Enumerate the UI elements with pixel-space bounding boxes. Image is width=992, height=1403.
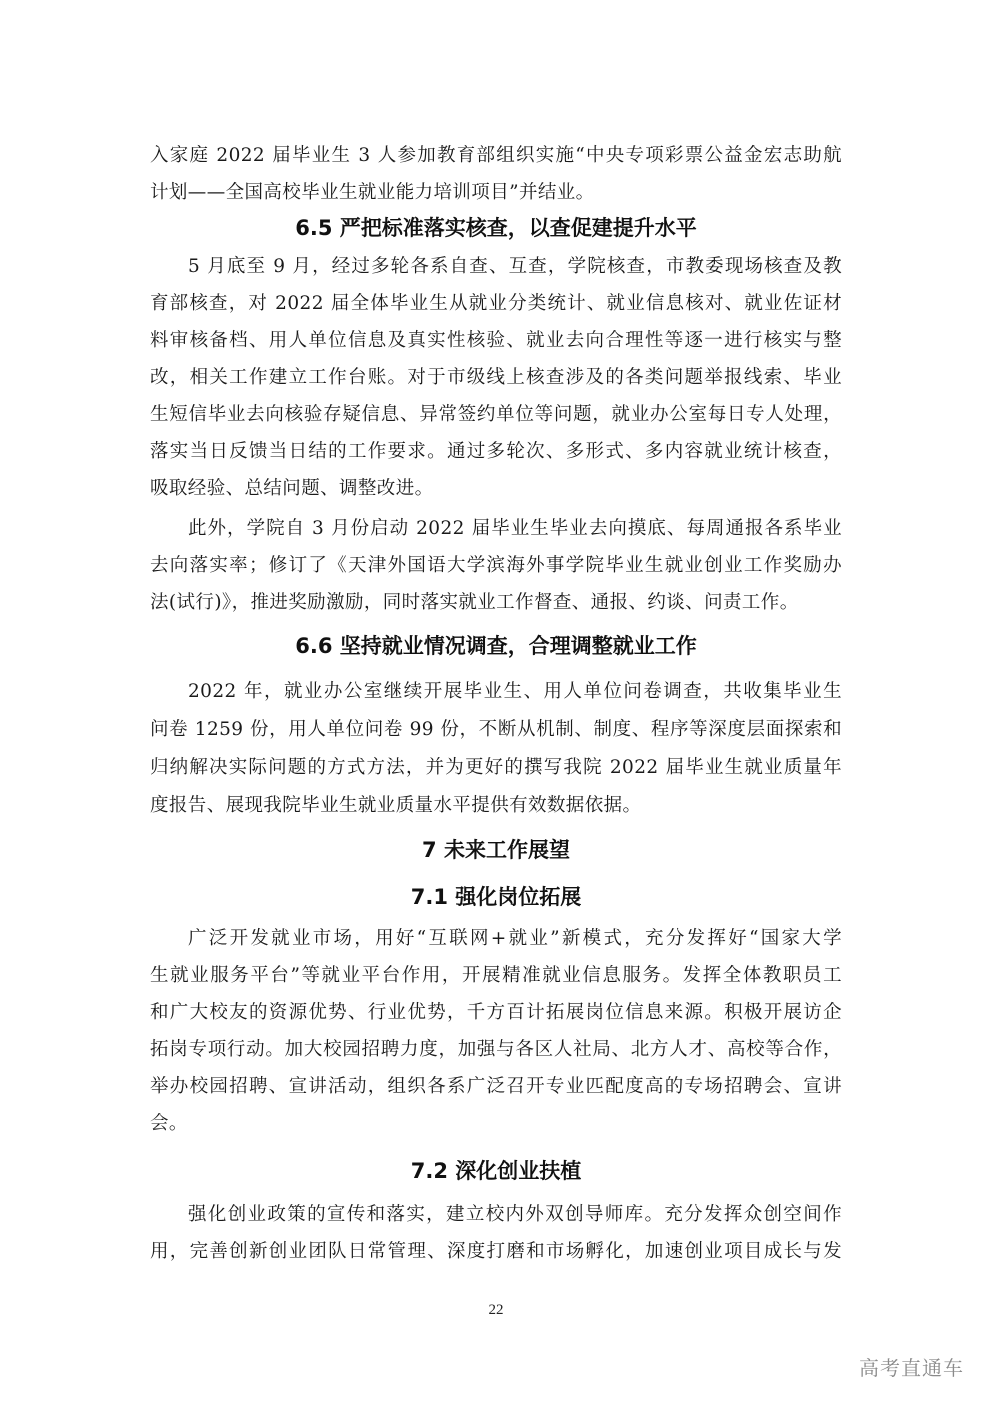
paragraph-line: 2022 年，就业办公室继续开展毕业生、用人单位问卷调查，共收集毕业生 (188, 681, 842, 702)
paragraph-line: 5 月底至 9 月，经过多轮各系自查、互查，学院核查，市教委现场核查及教 (188, 256, 842, 277)
paragraph-line: 会。 (150, 1113, 188, 1134)
paragraph-line: 广泛开发就业市场，用好“互联网+就业”新模式，充分发挥好“国家大学 (188, 928, 842, 949)
section-heading-6-6: 6.6 坚持就业情况调查，合理调整就业工作 (295, 634, 697, 658)
paragraph-line: 生短信毕业去向核验存疑信息、异常签约单位等问题，就业办公室每日专人处理， (150, 404, 842, 425)
paragraph-line: 和广大校友的资源优势、行业优势，千方百计拓展岗位信息来源。积极开展访企 (150, 1002, 842, 1023)
paragraph-line: 入家庭 2022 届毕业生 3 人参加教育部组织实施“中央专项彩票公益金宏志助航 (150, 145, 842, 166)
paragraph-line: 问卷 1259 份，用人单位问卷 99 份，不断从机制、制度、程序等深度层面探索和 (150, 719, 842, 740)
paragraph-line: 计划——全国高校毕业生就业能力培训项目”并结业。 (150, 182, 595, 203)
paragraph-line: 举办校园招聘、宣讲活动，组织各系广泛召开专业匹配度高的专场招聘会、宣讲 (150, 1076, 842, 1097)
paragraph-line: 拓岗专项行动。加大校园招聘力度，加强与各区人社局、北方人才、高校等合作， (150, 1039, 842, 1060)
paragraph-line: 料审核备档、用人单位信息及真实性核验、就业去向合理性等逐一进行核实与整 (150, 330, 842, 351)
paragraph-line: 此外，学院自 3 月份启动 2022 届毕业生毕业去向摸底、每周通报各系毕业 (188, 518, 842, 539)
paragraph-line: 归纳解决实际问题的方式方法，并为更好的撰写我院 2022 届毕业生就业质量年 (150, 757, 842, 778)
paragraph-line: 落实当日反馈当日结的工作要求。通过多轮次、多形式、多内容就业统计核查， (150, 441, 842, 462)
section-heading-7-2: 7.2 深化创业扶植 (410, 1159, 582, 1183)
paragraph-line: 吸取经验、总结问题、调整改进。 (150, 478, 434, 499)
page-number: 22 (488, 1302, 504, 1318)
paragraph-line: 度报告、展现我院毕业生就业质量水平提供有效数据依据。 (150, 795, 642, 816)
paragraph-line: 用，完善创新创业团队日常管理、深度打磨和市场孵化，加速创业项目成长与发 (150, 1241, 842, 1262)
section-heading-6-5: 6.5 严把标准落实核查，以查促建提升水平 (295, 216, 697, 240)
section-heading-7-1: 7.1 强化岗位拓展 (410, 885, 582, 909)
paragraph-line: 生就业服务平台”等就业平台作用，开展精准就业信息服务。发挥全体教职员工 (150, 965, 842, 986)
paragraph-line: 育部核查，对 2022 届全体毕业生从就业分类统计、就业信息核对、就业佐证材 (150, 293, 842, 314)
chapter-heading-7: 7 未来工作展望 (422, 838, 570, 862)
paragraph-line: 去向落实率；修订了《天津外国语大学滨海外事学院毕业生就业创业工作奖励办 (150, 555, 842, 576)
watermark-logo-text: 高考直通车 (859, 1356, 964, 1380)
paragraph-line: 改，相关工作建立工作台账。对于市级线上核查涉及的各类问题举报线索、毕业 (150, 367, 842, 388)
paragraph-line: 法(试行)》，推进奖励激励，同时落实就业工作督查、通报、约谈、问责工作。 (150, 592, 799, 613)
paragraph-line: 强化创业政策的宣传和落实，建立校内外双创导师库。充分发挥众创空间作 (188, 1204, 842, 1225)
